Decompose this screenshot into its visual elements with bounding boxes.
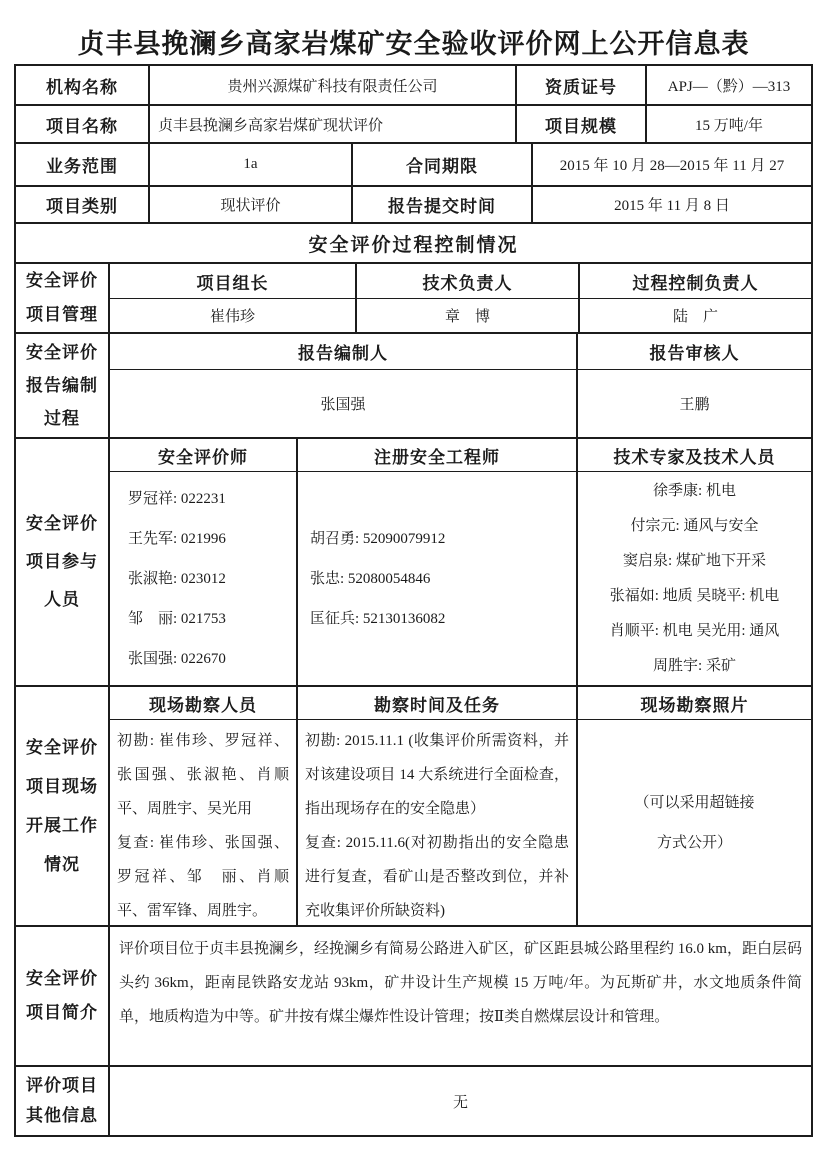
project-scale-value: 15 万吨/年	[695, 117, 763, 134]
site-work-row-label: 安全评价 项目现场 开展工作 情况	[16, 687, 110, 925]
business-scope-label: 业务范围	[16, 144, 150, 185]
contract-period-value: 2015 年 10 月 28—2015 年 11 月 27	[559, 158, 785, 174]
report-section	[16, 334, 811, 439]
project-name-label: 项目名称	[16, 106, 150, 142]
project-name-value: 贞丰县挽澜乡高家岩煤矿现状评价	[150, 106, 517, 142]
survey-task-review: 复查: 2015.11.6(对初勘指出的安全隐患进行复查，看矿山是否整改到位，并补充收集评价所缺资料)	[305, 835, 569, 919]
process-director-column	[580, 264, 811, 332]
project-summary-row-label: 安全评价 项目简介	[16, 927, 110, 1065]
survey-task-initial: 初勘: 2015.11.1 (收集评价所需资料，并对该建设项目 14 大系统进行全面检查，指出现场存在的安全隐患）	[305, 733, 569, 817]
org-name-value: 贵州兴源煤矿科技有限责任公司	[150, 66, 517, 104]
survey-staff-review: 复查: 崔伟珍、张国强、罗冠祥、邹 丽、肖顺平、雷军锋、周胜宇。	[117, 835, 289, 919]
safety-evaluator-list: 罗冠祥: 022231 王先军: 021996 张淑艳: 023012 邹 丽: 021753 张国强: 022670	[128, 490, 226, 667]
management-section	[16, 264, 811, 334]
cert-number-value: APJ—（黔）—313	[667, 78, 791, 95]
project-summary-section	[16, 927, 811, 1067]
project-category-row	[16, 187, 811, 224]
org-row	[16, 66, 811, 106]
survey-staff-initial: 初勘: 崔伟珍、罗冠祥、张国强、张淑艳、肖顺平、周胜宇、吴光用	[117, 733, 289, 817]
process-control-banner-row	[16, 224, 811, 264]
report-reviewer-value: 王鹏	[679, 397, 710, 413]
business-scope-value: 1a	[150, 144, 353, 185]
site-survey-staff-header: 现场勘察人员	[110, 687, 296, 720]
site-photo-column	[578, 687, 811, 925]
tech-director-column	[357, 264, 580, 332]
document-title: 贞丰县挽澜乡高家岩煤矿安全验收评价网上公开信息表	[77, 29, 750, 59]
participants-section	[16, 439, 811, 687]
report-reviewer-header: 报告审核人	[578, 334, 811, 370]
report-submit-time-value: 2015 年 11 月 8 日	[614, 198, 730, 214]
tech-expert-header: 技术专家及技术人员	[578, 439, 811, 472]
project-category-value: 现状评价	[150, 187, 353, 222]
business-scope-row	[16, 144, 811, 187]
report-submit-time-label: 报告提交时间	[353, 187, 533, 222]
safety-evaluator-column	[110, 439, 298, 685]
tech-director-value: 章 博	[444, 309, 490, 325]
other-info-section	[16, 1067, 811, 1135]
tech-expert-list: 徐季康: 机电 付宗元: 通风与安全 窦启泉: 煤矿地下开采 张福如: 地质 吴晓平: 机电 肖顺平: 机电 吴光用: 通风 周胜宇: 采矿	[609, 482, 780, 674]
site-photo-text: （可以采用超链接 方式公开）	[634, 794, 755, 851]
management-row-label: 安全评价 项目管理	[16, 264, 110, 332]
site-photo-header: 现场勘察照片	[578, 687, 811, 720]
project-category-label: 项目类别	[16, 187, 150, 222]
site-work-section	[16, 687, 811, 927]
participants-row-label: 安全评价 项目参与 人员	[16, 439, 110, 685]
project-leader-header: 项目组长	[110, 264, 355, 299]
survey-time-task-header: 勘察时间及任务	[298, 687, 576, 720]
site-survey-staff-text	[110, 720, 296, 925]
site-survey-staff-column	[110, 687, 298, 925]
contract-period-label: 合同期限	[353, 144, 533, 185]
tech-expert-column	[578, 439, 811, 685]
other-info-value: 无	[452, 1094, 468, 1111]
process-director-header: 过程控制负责人	[580, 264, 811, 299]
org-name-label: 机构名称	[16, 66, 150, 104]
project-leader-column	[110, 264, 357, 332]
process-control-section-title: 安全评价过程控制情况	[308, 234, 519, 256]
report-writer-header: 报告编制人	[110, 334, 576, 370]
project-name-row	[16, 106, 811, 144]
report-row-label: 安全评价 报告编制 过程	[16, 334, 110, 437]
report-writer-column	[110, 334, 578, 437]
survey-time-task-column	[298, 687, 578, 925]
registered-engineer-list: 胡召勇: 52090079912 张忠: 52080054846 匡征兵: 52130136082	[310, 530, 446, 627]
info-table	[14, 64, 813, 1137]
project-scale-label: 项目规模	[517, 106, 647, 142]
registered-engineer-column	[298, 439, 578, 685]
project-summary-cell	[110, 927, 811, 1065]
report-writer-value: 张国强	[320, 397, 366, 413]
process-director-value: 陆 广	[672, 309, 718, 325]
registered-engineer-header: 注册安全工程师	[298, 439, 576, 472]
tech-director-header: 技术负责人	[357, 264, 578, 299]
report-reviewer-column	[578, 334, 811, 437]
survey-time-task-text	[298, 720, 576, 925]
safety-evaluator-header: 安全评价师	[110, 439, 296, 472]
cert-number-label: 资质证号	[517, 66, 647, 104]
project-leader-value: 崔伟珍	[209, 309, 255, 325]
project-summary-text: 评价项目位于贞丰县挽澜乡，经挽澜乡有简易公路进入矿区，矿区距县城公路里程约 16.0 km，距白层码头约 36km，距南昆铁路安龙站 93km，矿井设计生产规模 15 万吨/年。为瓦斯矿井，水文地质条件简单，地质构造为中等。矿井按有煤尘爆炸性设计管理；按Ⅱ类自燃煤层设计和管理。	[119, 941, 802, 1025]
other-info-row-label: 评价项目 其他信息	[16, 1067, 110, 1135]
